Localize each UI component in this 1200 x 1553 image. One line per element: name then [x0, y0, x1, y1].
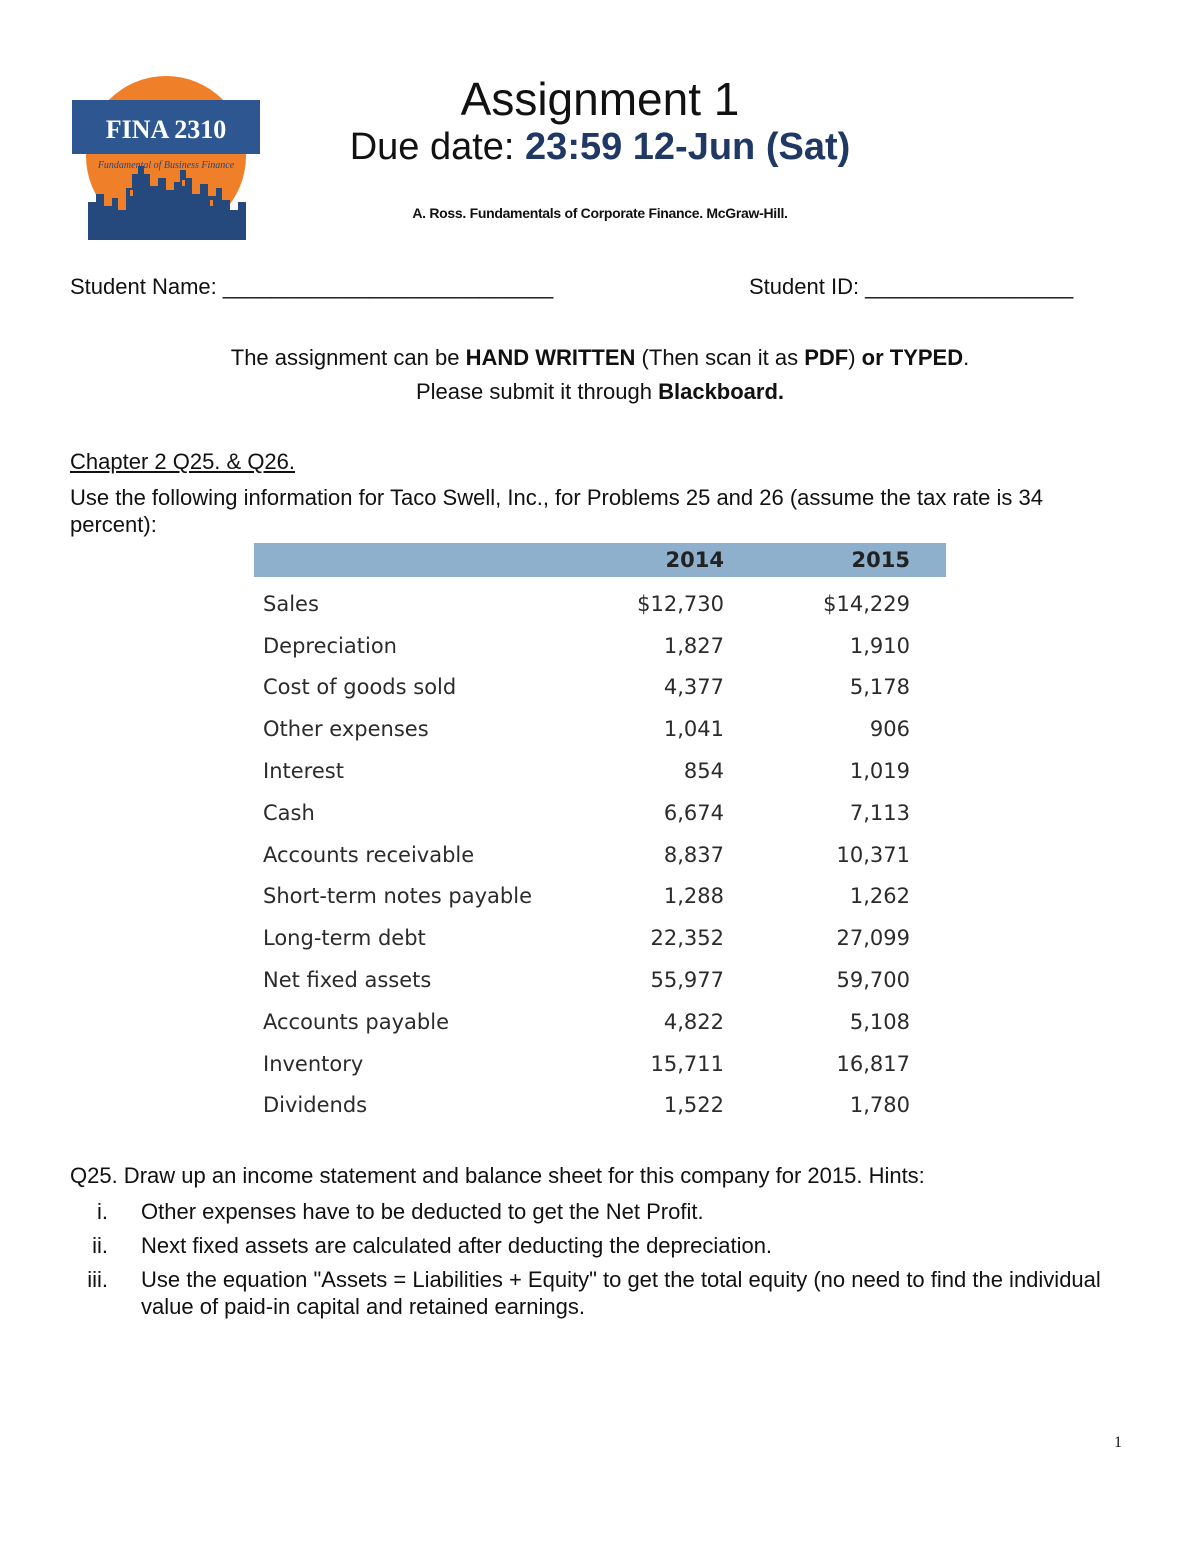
instruction-bold: HAND WRITTEN	[465, 345, 636, 370]
financial-data-table	[254, 543, 946, 1126]
table-row	[254, 1043, 946, 1085]
row-value-2015: 1,780	[849, 1093, 910, 1118]
hint-number: ii.	[92, 1233, 108, 1258]
row-value-2014: 1,827	[663, 633, 724, 658]
student-name-field[interactable]: Student Name: ___________________________	[70, 274, 554, 299]
table-header-2015: 2015	[724, 543, 946, 577]
logo-text: FINA 2310	[105, 115, 227, 144]
instruction-bold: Blackboard.	[658, 379, 785, 404]
table-header-row	[254, 543, 946, 577]
chapter-intro: Use the following information for Taco Swell, Inc., for Problems 25 and 26 (assume the tax rate is 34 percent):	[70, 485, 1043, 537]
row-value-2015: 7,113	[849, 800, 910, 825]
row-label: Inventory	[263, 1051, 364, 1076]
row-value-2014: 15,711	[650, 1051, 724, 1076]
table-row	[254, 792, 946, 834]
table-row	[254, 667, 946, 709]
due-date-label: Due date:	[349, 126, 526, 168]
instruction-line-2	[0, 378, 1200, 406]
row-value-2015: 1,262	[849, 884, 910, 909]
question-25: Q25. Draw up an income statement and balance sheet for this company for 2015. Hints:	[70, 1163, 925, 1188]
row-value-2014: 4,822	[663, 1009, 724, 1034]
instruction-text: (Then scan it as	[635, 345, 805, 370]
instruction-text: )	[848, 345, 862, 370]
table-row	[254, 1085, 946, 1127]
course-logo	[70, 70, 262, 240]
instruction-line-1	[0, 344, 1200, 372]
table-row	[254, 917, 946, 959]
table-row	[254, 625, 946, 667]
row-label: Depreciation	[263, 633, 397, 658]
row-value-2014: 1,041	[663, 717, 724, 742]
page-number: 1	[1114, 1434, 1122, 1451]
table-row	[254, 959, 946, 1001]
row-value-2015: 10,371	[836, 842, 910, 867]
row-value-2015: $14,229	[823, 591, 910, 616]
hint-number: i.	[97, 1199, 108, 1224]
row-label: Cost of goods sold	[263, 675, 457, 700]
row-value-2014: 22,352	[650, 926, 724, 951]
instruction-bold: or TYPED	[861, 345, 964, 370]
hint-text: Other expenses have to be deducted to get the Net Profit.	[141, 1199, 704, 1224]
row-value-2015: 27,099	[836, 926, 910, 951]
instruction-text: .	[963, 345, 970, 370]
row-value-2014: 1,522	[663, 1093, 724, 1118]
row-value-2015: 16,817	[836, 1051, 910, 1076]
instruction-text: Please submit it through	[415, 379, 659, 404]
row-value-2014: 6,674	[663, 800, 724, 825]
row-value-2015: 5,108	[849, 1009, 910, 1034]
table-row	[254, 577, 946, 625]
row-label: Accounts payable	[263, 1009, 449, 1034]
row-value-2015: 59,700	[836, 968, 910, 993]
chapter-heading: Chapter 2 Q25. & Q26.	[70, 449, 296, 474]
hint-text: Next fixed assets are calculated after deducting the depreciation.	[141, 1233, 773, 1258]
table-row	[254, 708, 946, 750]
row-label: Net fixed assets	[263, 968, 432, 993]
row-label: Other expenses	[263, 717, 429, 742]
row-value-2015: 906	[869, 717, 910, 742]
hint-number: iii.	[87, 1267, 108, 1292]
row-label: Cash	[263, 800, 315, 825]
row-label: Short-term notes payable	[263, 884, 532, 909]
row-value-2015: 5,178	[849, 675, 910, 700]
due-date-value: 23:59 12-Jun (Sat)	[525, 126, 851, 168]
row-label: Accounts receivable	[263, 842, 475, 867]
instruction-bold: PDF	[804, 345, 849, 370]
table-header-label	[254, 543, 544, 577]
row-value-2014: 4,377	[663, 675, 724, 700]
textbook-reference: A. Ross. Fundamentals of Corporate Finance. McGraw-Hill.	[412, 205, 788, 221]
row-value-2014: 854	[683, 759, 724, 784]
row-label: Long-term debt	[263, 926, 426, 951]
hint-text: Use the equation "Assets = Liabilities + Equity" to get the total equity (no need to find the individual value of paid-in capital and retained earnings.	[141, 1267, 1101, 1319]
row-value-2015: 1,019	[849, 759, 910, 784]
student-id-field[interactable]: Student ID: _________________	[749, 274, 1074, 299]
table-header-2014: 2014	[544, 543, 724, 577]
course-logo-graphic	[70, 70, 262, 240]
row-value-2014: $12,730	[637, 591, 724, 616]
row-label: Dividends	[263, 1093, 368, 1118]
row-label: Sales	[263, 591, 319, 616]
row-value-2014: 55,977	[650, 968, 724, 993]
row-value-2014: 1,288	[663, 884, 724, 909]
due-date	[300, 124, 900, 170]
table-row	[254, 750, 946, 792]
logo-subtitle: Fundamental of Business Finance	[97, 160, 235, 171]
table-row	[254, 1001, 946, 1043]
row-label: Interest	[263, 759, 344, 784]
row-value-2015: 1,910	[849, 633, 910, 658]
assignment-title: Assignment 1	[460, 73, 740, 125]
table-row	[254, 876, 946, 918]
instruction-text: The assignment can be	[230, 345, 466, 370]
row-value-2014: 8,837	[663, 842, 724, 867]
table-row	[254, 834, 946, 876]
